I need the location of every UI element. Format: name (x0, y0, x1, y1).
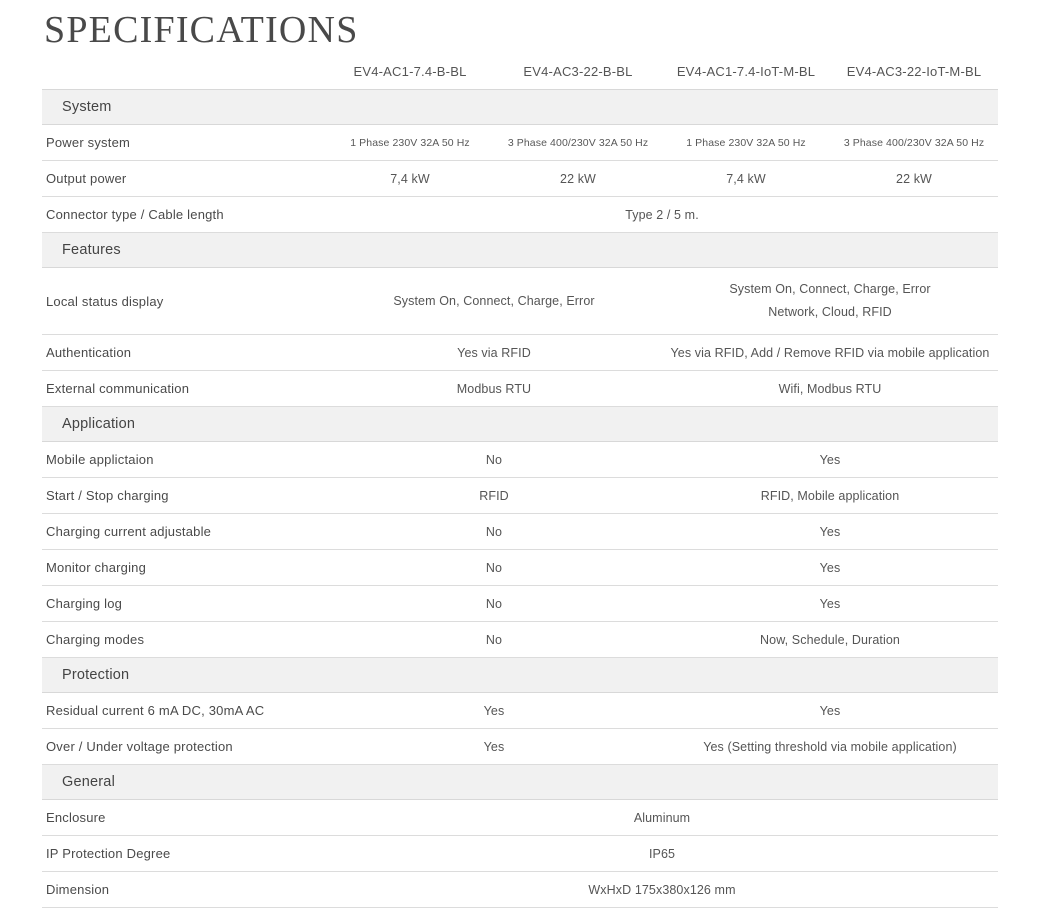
section-header-system (42, 90, 998, 125)
row-label: Power system (42, 125, 326, 161)
specifications-table (42, 58, 998, 908)
row-value: Yes (662, 550, 998, 586)
row-value: No (326, 622, 662, 658)
column-header-model-3: EV4-AC1-7.4-IoT-M-BL (676, 64, 816, 79)
row-value: 1 Phase 230V 32A 50 Hz (326, 125, 494, 161)
row-label: Start / Stop charging (42, 478, 326, 514)
row-label: Connector type / Cable length (42, 197, 326, 233)
table-row (42, 622, 998, 658)
row-label: Charging modes (42, 622, 326, 658)
column-header-model-2: EV4-AC3-22-B-BL (523, 64, 633, 79)
table-row (42, 514, 998, 550)
table-row (42, 800, 998, 836)
page-title: SPECIFICATIONS (44, 9, 359, 51)
row-value: Yes (326, 729, 662, 765)
table-row (42, 550, 998, 586)
row-label: Dimension (42, 872, 326, 908)
section-header-features (42, 233, 998, 268)
row-value: Now, Schedule, Duration (662, 622, 998, 658)
row-value: Yes (326, 693, 662, 729)
column-header-blank (42, 58, 326, 90)
row-value: Yes via RFID (326, 335, 662, 371)
row-value: 22 kW (830, 161, 998, 197)
row-value: 3 Phase 400/230V 32A 50 Hz (830, 125, 998, 161)
table-row (42, 161, 998, 197)
column-header-model-4: EV4-AC3-22-IoT-M-BL (846, 64, 982, 79)
row-value: Yes via RFID, Add / Remove RFID via mobile application (662, 335, 998, 371)
row-label: Charging current adjustable (42, 514, 326, 550)
row-label: Mobile applictaion (42, 442, 326, 478)
table-row (42, 729, 998, 765)
row-value: Type 2 / 5 m. (326, 197, 998, 233)
row-value: System On, Connect, Charge, Error (326, 268, 662, 335)
table-row (42, 371, 998, 407)
row-value: No (326, 514, 662, 550)
section-header-protection (42, 658, 998, 693)
section-title: General (42, 765, 998, 800)
table-body (42, 90, 998, 908)
row-value: RFID, Mobile application (662, 478, 998, 514)
row-label: Authentication (42, 335, 326, 371)
row-value: System On, Connect, Charge, Error Network, Cloud, RFID (662, 268, 998, 335)
table-row (42, 836, 998, 872)
row-value: No (326, 586, 662, 622)
row-value: Aluminum (326, 800, 998, 836)
row-value: No (326, 442, 662, 478)
table-row (42, 335, 998, 371)
table-row (42, 586, 998, 622)
row-value: IP65 (326, 836, 998, 872)
row-value: Yes (662, 693, 998, 729)
row-label: Output power (42, 161, 326, 197)
section-title: System (42, 90, 998, 125)
table-row (42, 442, 998, 478)
row-value: 7,4 kW (662, 161, 830, 197)
section-title: Features (42, 233, 998, 268)
row-value: Modbus RTU (326, 371, 662, 407)
row-label: Monitor charging (42, 550, 326, 586)
row-value: WxHxD 175x380x126 mm (326, 872, 998, 908)
row-value: Yes (662, 586, 998, 622)
section-title: Protection (42, 658, 998, 693)
row-label: Residual current 6 mA DC, 30mA AC (42, 693, 326, 729)
row-value: 22 kW (494, 161, 662, 197)
row-value: Yes (662, 442, 998, 478)
table-row (42, 872, 998, 908)
row-value: Wifi, Modbus RTU (662, 371, 998, 407)
row-label: External communication (42, 371, 326, 407)
table-row (42, 268, 998, 335)
row-value: No (326, 550, 662, 586)
section-header-application (42, 407, 998, 442)
row-label: Enclosure (42, 800, 326, 836)
row-value: 1 Phase 230V 32A 50 Hz (662, 125, 830, 161)
table-row (42, 125, 998, 161)
specifications-page (0, 8, 1040, 923)
column-header-model-1: EV4-AC1-7.4-B-BL (353, 64, 467, 79)
section-title: Application (42, 407, 998, 442)
row-label: Over / Under voltage protection (42, 729, 326, 765)
row-value: 7,4 kW (326, 161, 494, 197)
section-header-general (42, 765, 998, 800)
row-label: Local status display (42, 268, 326, 335)
row-value: Yes (662, 514, 998, 550)
row-label: Charging log (42, 586, 326, 622)
row-value: RFID (326, 478, 662, 514)
row-value: 3 Phase 400/230V 32A 50 Hz (494, 125, 662, 161)
table-row (42, 693, 998, 729)
row-label: IP Protection Degree (42, 836, 326, 872)
table-header (42, 58, 998, 90)
table-row (42, 478, 998, 514)
row-value: Yes (Setting threshold via mobile application) (662, 729, 998, 765)
table-row (42, 197, 998, 233)
